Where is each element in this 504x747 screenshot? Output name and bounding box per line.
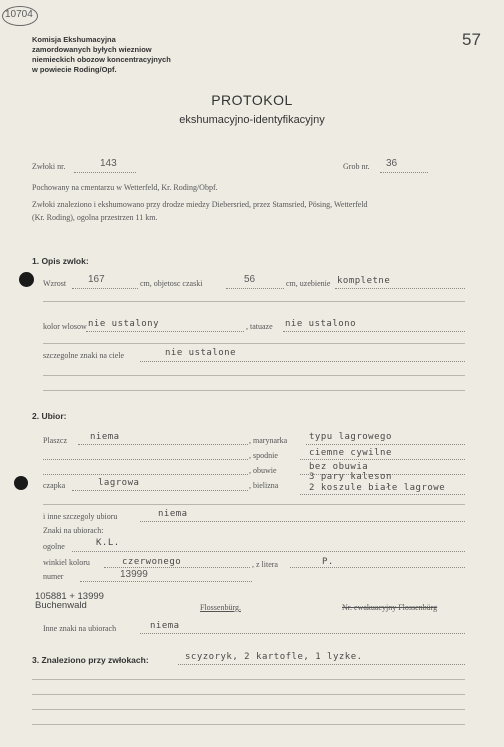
- commission-line-2: zamordowanych byłych wiezniow: [32, 45, 152, 54]
- other-marks-line: [140, 633, 465, 634]
- grave-number-label: Grob nr.: [343, 162, 370, 171]
- grave-number-line: [380, 172, 428, 173]
- commission-line-4: w powiecie Roding/Opf.: [32, 65, 117, 74]
- tattoo-value: nie ustalono: [285, 319, 357, 329]
- underwear-value-1: 3 pary kaleson: [309, 472, 392, 482]
- document-title: PROTOKOL: [211, 92, 293, 108]
- teeth-value: kompletne: [337, 276, 391, 286]
- remains-number-value: 143: [100, 158, 117, 169]
- burial-place: Pochowany na cmentarzu w Wetterfeld, Kr. Roding/Obpf.: [32, 183, 218, 192]
- commission-header: [32, 35, 171, 75]
- triangle-line: [104, 567, 250, 568]
- blank-line-7: [32, 694, 465, 695]
- blank-line-9: [32, 724, 465, 725]
- general-line: [72, 551, 465, 552]
- trousers-label: , spodnie: [249, 451, 278, 460]
- hair-line: [86, 331, 244, 332]
- other-marks-label: Inne znaki na ubiorach: [43, 624, 117, 633]
- stamp-number: 10704: [5, 9, 33, 20]
- buchenwald-word: Buchenwald: [35, 600, 87, 611]
- letter-value: P.: [322, 557, 334, 567]
- found-items-line: [178, 664, 465, 665]
- general-label: ogolne: [43, 542, 65, 551]
- skull-label: cm, objetosc czaski: [140, 279, 203, 288]
- trousers-line: [300, 459, 465, 460]
- blank-line-1: [43, 301, 465, 302]
- general-value: K.L.: [96, 538, 120, 548]
- skull-line: [226, 288, 284, 289]
- blank-line-4: [43, 390, 465, 391]
- trousers-left-line: [43, 459, 248, 460]
- grave-number-value: 36: [386, 158, 398, 169]
- height-line: [72, 288, 138, 289]
- page-number: 57: [462, 30, 481, 49]
- cap-label: czapka: [43, 481, 66, 490]
- buchenwald-number: 105881 + 13999: [35, 591, 104, 602]
- commission-line-3: niemieckich obozow koncentracyjnych: [32, 55, 171, 64]
- trousers-value: ciemne cywilne: [309, 448, 392, 458]
- clothing-signs-label: Znaki na ubiorach:: [43, 526, 104, 535]
- jacket-line: [306, 444, 465, 445]
- shoes-label: , obuwie: [249, 466, 277, 475]
- height-label: Wzrost: [43, 279, 67, 288]
- cap-value: lagrowa: [98, 478, 140, 488]
- underwear-label: , bielizna: [249, 481, 279, 490]
- hair-label: kolor wlosow: [43, 322, 87, 331]
- hair-value: nie ustalony: [88, 319, 160, 329]
- found-items-value: scyzoryk, 2 kartofle, 1 lyzke.: [185, 652, 363, 662]
- other-details-line: [140, 521, 465, 522]
- letter-label: , z litera: [252, 560, 278, 569]
- triangle-label: winkiel koloru: [43, 558, 90, 567]
- section-2-title: 2. Ubior:: [32, 411, 67, 421]
- tattoo-line: [283, 331, 465, 332]
- tattoo-label: , tatuaze: [246, 322, 273, 331]
- other-details-value: niema: [158, 509, 188, 519]
- body-marks-value: nie ustalone: [165, 348, 237, 358]
- blank-line-3: [43, 375, 465, 376]
- height-value: 167: [88, 274, 105, 285]
- letter-line: [290, 567, 465, 568]
- skull-value: 56: [244, 274, 256, 285]
- found-location-line-1: Zwłoki znaleziono i ekshumowano przy drodze miedzy Diebersried, przez Stamsried, Pösing, Wetterfeld: [32, 200, 368, 209]
- punch-hole-lower: [14, 476, 28, 490]
- flossenburg-note: Flossenbürg.: [200, 603, 241, 612]
- other-details-label: i inne szczegoly ubioru: [43, 512, 118, 521]
- blank-line-6: [32, 679, 465, 680]
- remains-number-label: Zwłoki nr.: [32, 162, 66, 171]
- blank-line-8: [32, 709, 465, 710]
- number-line: [80, 581, 252, 582]
- underwear-line: [300, 494, 465, 495]
- document-subtitle: ekshumacyjno-identyfikacyjny: [179, 114, 325, 126]
- coat-line: [78, 444, 248, 445]
- body-marks-label: szczegolne znaki na ciele: [43, 351, 125, 360]
- buchenwald-handwritten-note: [35, 592, 104, 610]
- commission-line-1: Komisja Ekshumacyjna: [32, 35, 116, 44]
- section-1-title: 1. Opis zwlok:: [32, 256, 89, 266]
- body-marks-line: [140, 361, 465, 362]
- number-value: 13999: [120, 569, 148, 580]
- teeth-line: [335, 288, 465, 289]
- coat-value: niema: [90, 432, 120, 442]
- blank-line-2: [43, 343, 465, 344]
- found-location-line-2: (Kr. Roding), ogolna przestrzen 11 km.: [32, 213, 158, 222]
- number-label: numer: [43, 572, 64, 581]
- blank-line-5: [43, 504, 465, 505]
- punch-hole-upper: [19, 272, 34, 287]
- jacket-value: typu lagrowego: [309, 432, 392, 442]
- shoes-value: bez obuwia: [309, 462, 369, 472]
- cap-line: [72, 490, 248, 491]
- shoes-left-line: [43, 474, 248, 475]
- remains-number-line: [74, 172, 136, 173]
- other-marks-value: niema: [150, 621, 180, 631]
- section-3-title: 3. Znaleziono przy zwłokach:: [32, 655, 149, 665]
- evacuation-number-struck: Nr. ewakuacyjny Flossenbürg: [342, 603, 438, 612]
- jacket-label: , marynarka: [249, 436, 288, 445]
- underwear-value-2: 2 koszule białe lagrowe: [309, 483, 446, 493]
- triangle-value: czerwonego: [122, 557, 182, 567]
- teeth-label: cm, uzebienie: [286, 279, 331, 288]
- coat-label: Plaszcz: [43, 436, 67, 445]
